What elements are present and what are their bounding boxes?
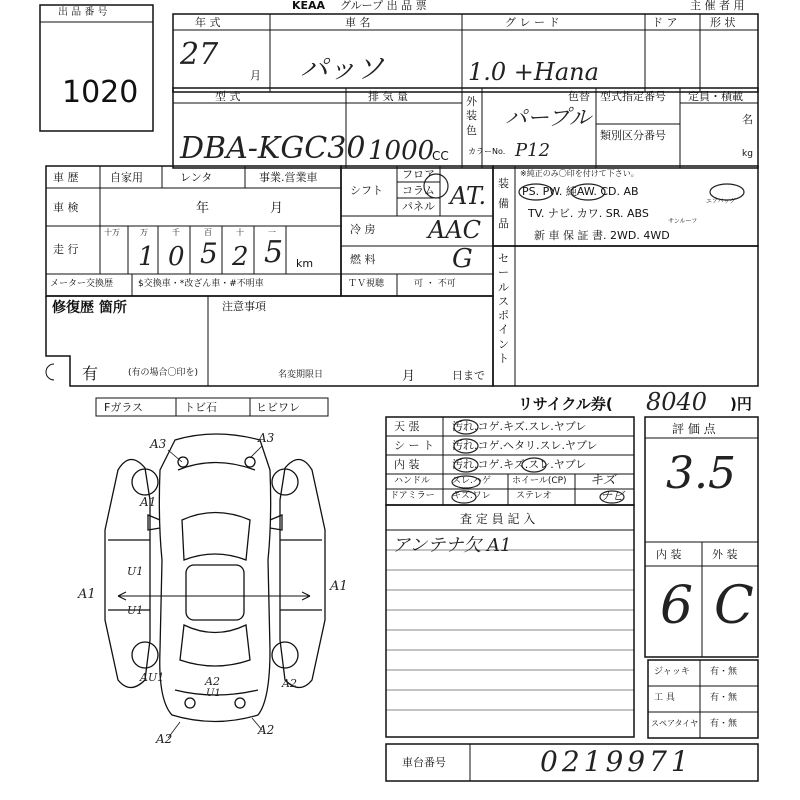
damage-mark-right-side: A1 — [330, 579, 348, 594]
handle-options: スレ.ハゲ — [452, 476, 491, 486]
inspection-label: 車 検 — [53, 201, 79, 214]
repair-label: 修復歴 箇所 — [52, 300, 127, 316]
model-value: DBA-KGC30 — [180, 131, 366, 166]
stereo-value: ナビ — [600, 489, 625, 503]
interior-score-value: 6 — [660, 576, 694, 636]
km-unit: km — [296, 257, 314, 270]
tools-options: 有・無 — [710, 693, 738, 703]
fuel-value: G — [452, 244, 473, 274]
brand-label: KEAA — [292, 0, 326, 12]
digit-unit-10k: 万 — [140, 228, 148, 237]
grade-value: 1.0 +Hana — [468, 58, 599, 86]
lot-label: 出 品 番 号 — [58, 7, 108, 18]
equipment-label: 装備品 — [498, 177, 509, 230]
shift-value: AT. — [450, 182, 487, 210]
digit-unit-1k: 千 — [172, 228, 180, 237]
interior-score-label: 内 装 — [656, 548, 682, 561]
damage-mark-rear-center-2: U1 — [206, 688, 221, 699]
ac-label: 冷 房 — [350, 223, 376, 236]
meter-exchange-label: メーター交換歴 — [50, 279, 114, 289]
sales-point-label: セールスポイント — [498, 252, 509, 366]
interior-label: 内 装 — [394, 458, 420, 471]
panel-label: パネル — [402, 200, 435, 213]
color-value: パープル — [505, 106, 592, 131]
damage-mark-left-fender: A1 — [140, 495, 157, 509]
handle-label: ハンドル — [394, 476, 431, 486]
rental-label: レンタ — [180, 171, 213, 184]
digit-unit-100k: 十万 — [104, 228, 120, 237]
tv-value: 可 ・ 不可 — [414, 279, 456, 289]
equipment-line-1: PS. PW. 純AW. CD. AB — [522, 185, 639, 198]
mileage-digit-1k: 0 — [168, 242, 185, 272]
capacity-label: 定員・積載 — [688, 90, 743, 103]
damage-mark-front-right: A3 — [258, 431, 275, 445]
damage-mark-left-side: A1 — [78, 587, 96, 602]
model-label: 型 式 — [215, 90, 241, 103]
mileage-digit-10k: 1 — [138, 242, 155, 272]
tools-label: 工 具 — [654, 693, 675, 703]
wheel-label: ホイール(CP) — [512, 476, 567, 486]
displacement-label: 排 気 量 — [368, 90, 408, 103]
name-change-month: 月 — [402, 369, 416, 384]
name-change-label: 名変期限日 — [278, 370, 324, 380]
interior-options: 汚れ.コゲ.キズ.スレ.ヤブレ — [452, 458, 587, 471]
chassis-label: 車台番号 — [402, 756, 446, 769]
color-code-label: カラーNo. — [468, 147, 506, 156]
f-glass-label: Fガラス — [104, 401, 143, 414]
ceiling-label: 天 張 — [394, 420, 420, 433]
door-label: ド ア — [652, 16, 678, 29]
class-label: 類別区分番号 — [600, 129, 666, 142]
equipment-note: ※純正のみ〇印を付けて下さい。 — [520, 169, 639, 178]
spare-tire-options: 有・無 — [710, 719, 738, 729]
mileage-label: 走 行 — [53, 243, 79, 256]
inspector-note: アンテナ欠 A1 — [392, 535, 512, 556]
organizer-label: 主 催 者 用 — [690, 0, 745, 12]
damage-mark-front-left: A3 — [150, 437, 167, 451]
tv-label: ＴＶ視聴 — [348, 279, 385, 289]
color-code-value: P12 — [515, 140, 551, 161]
damage-mark-rear-center: A2 — [205, 675, 220, 688]
sunroof-note: サンルーフ — [668, 218, 698, 225]
business-label: 事業.営業車 — [259, 171, 318, 184]
car-name-value: パッソ — [300, 52, 385, 85]
mileage-digit-1: 5 — [264, 235, 284, 270]
lot-number: 1020 — [62, 75, 139, 110]
score-value: 3.5 — [666, 448, 736, 499]
inspection-year-label: 年 — [196, 201, 210, 216]
exterior-color-label: 外装色 — [466, 95, 477, 137]
year-value: 27 — [180, 37, 219, 72]
damage-mark-left-door-1: U1 — [127, 565, 144, 578]
equipment-line-3: 新 車 保 証 書. 2WD. 4WD — [534, 229, 670, 242]
mileage-digit-100: 5 — [200, 237, 218, 270]
digit-unit-100: 百 — [204, 228, 212, 237]
load-unit: kg — [742, 149, 753, 159]
mirror-options: キズ.ワレ — [452, 491, 491, 501]
floor-label: フロア — [402, 168, 435, 181]
history-label: 車 歴 — [53, 171, 79, 184]
equipment-line-2: TV. ナビ. カワ. SR. ABS — [528, 207, 649, 220]
hibi-label: ヒビワレ — [256, 401, 300, 414]
year-label: 年 式 — [195, 16, 221, 29]
chassis-value: 0219971 — [540, 745, 693, 778]
notes-label: 注意事項 — [222, 300, 266, 313]
displacement-value: 1000 — [368, 136, 435, 166]
repair-hint: (有の場合〇印を) — [128, 368, 199, 378]
damage-mark-rear-left: A2 — [156, 732, 173, 746]
recycle-value: 8040 — [646, 388, 708, 416]
seat-options: 汚れ.コゲ.ヘタリ.スレ.ヤブレ — [452, 439, 598, 452]
recycle-label: リサイクル券( — [518, 395, 613, 413]
jack-options: 有・無 — [710, 667, 738, 677]
shape-label: 形 状 — [710, 16, 736, 29]
private-label: 自家用 — [110, 171, 143, 184]
recycle-unit: )円 — [730, 395, 752, 413]
spare-tire-label: スペアタイヤ — [651, 719, 699, 728]
damage-mark-left-door-2: U1 — [127, 604, 144, 617]
stereo-label: ステレオ — [516, 491, 552, 501]
name-change-day: 日まで — [452, 369, 485, 382]
exterior-score-label: 外 装 — [712, 548, 738, 561]
column-label: コラム — [402, 184, 435, 197]
damage-mark-rear-right: A2 — [258, 723, 275, 737]
type-spec-label: 型式指定番号 — [600, 90, 666, 103]
digit-unit-10: 十 — [236, 228, 244, 237]
damage-mark-left-rear: AU1 — [140, 671, 165, 684]
ac-value: AAC — [428, 216, 482, 244]
score-label: 評 価 点 — [672, 422, 716, 436]
shift-label: シフト — [350, 184, 383, 197]
month-unit: 月 — [250, 69, 261, 82]
digit-unit-1: 一 — [268, 228, 276, 237]
jack-label: ジャッキ — [654, 667, 690, 677]
grade-label: グ レ ー ド — [505, 16, 560, 29]
car-name-label: 車 名 — [345, 16, 371, 29]
seat-label: シ ー ト — [394, 439, 434, 452]
meter-options: $交換車・*改ざん車・#不明車 — [138, 279, 264, 289]
capacity-unit: 名 — [742, 113, 753, 126]
form-title: グループ 出 品 票 — [340, 0, 427, 12]
inspector-label: 査 定 員 記 入 — [460, 512, 536, 526]
cc-unit: CC — [432, 149, 449, 163]
tobi-label: トビ石 — [184, 401, 217, 414]
ceiling-options: 汚れ.コゲ.キズ.スレ.ヤブレ — [452, 420, 587, 433]
wheel-value: キズ — [590, 473, 616, 488]
color-change-label: 色替 — [568, 90, 590, 103]
damage-mark-right-rear: A2 — [282, 677, 297, 690]
exterior-score-value: C — [714, 576, 754, 636]
mirror-label: ドアミラー — [390, 491, 435, 501]
repair-value: 有 — [82, 364, 99, 383]
fuel-label: 燃 料 — [350, 253, 376, 266]
airbag-note: エアバッグ — [706, 198, 736, 205]
mileage-digit-10: 2 — [232, 242, 249, 272]
inspection-month-label: 月 — [270, 201, 284, 216]
